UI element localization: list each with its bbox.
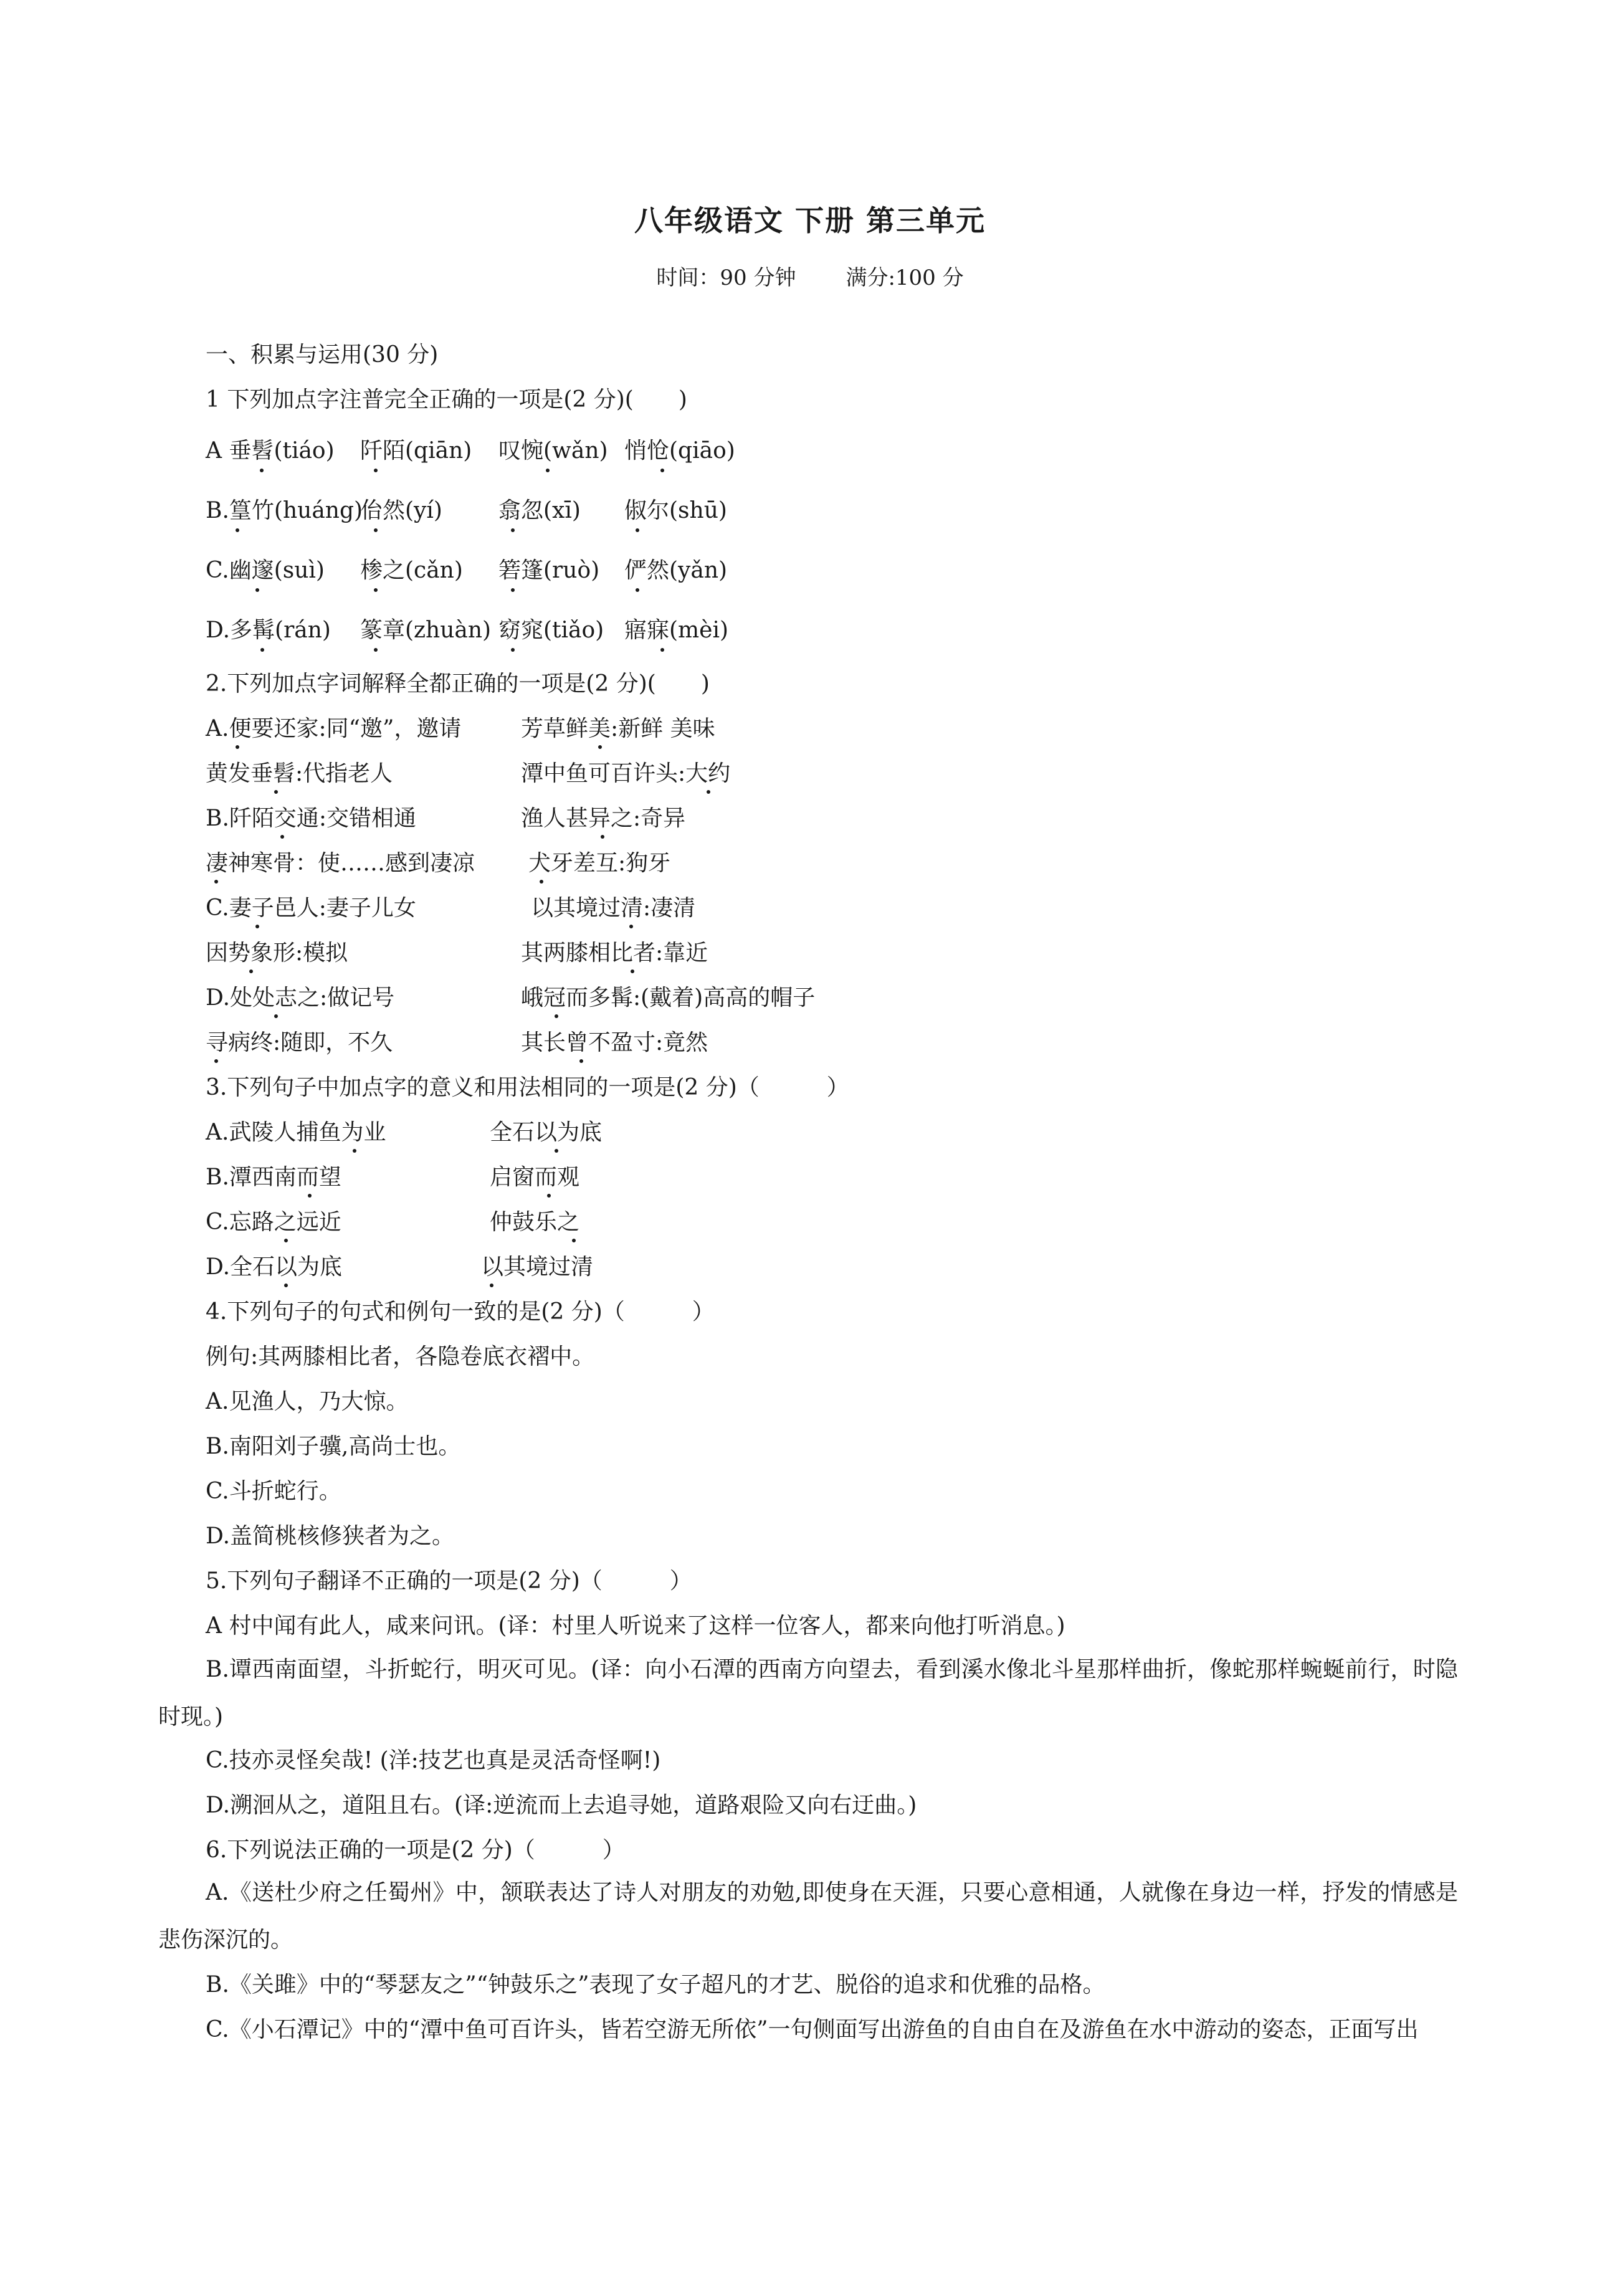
emphasis-dot [636,528,639,532]
q2-row-2-right: 潭中鱼可百许头:大约 [521,761,731,786]
q1-option-c-3: 箬篷(ruò) [498,558,600,583]
q2-row-1-left: A.便要还家:同“邀”，邀请 [206,716,462,741]
q3-option-d-left: D.全石以为底 [206,1254,343,1280]
q1-option-b-4: 俶尔(shū) [624,498,727,523]
emphasis-dot [260,469,264,472]
q2-row-4-left: 凄神寒骨：使……感到凄凉 [206,850,475,876]
emphasis-dot [274,1014,278,1018]
q2-row-7-right: 峨冠而多髯:(戴着)高高的帽子 [521,985,816,1011]
q2-row-2-left: 黄发垂髫:代指老人 [206,761,393,786]
emphasis-dot [255,925,259,928]
q3-option-b-right: 启窗而观 [490,1165,580,1190]
q1-option-d-2: 篆章(zhuàn) [360,617,492,643]
emphasis-dot [284,1239,288,1242]
emphasis-dot [236,745,239,749]
emphasis-dot [511,588,515,592]
emphasis-dot [274,790,278,794]
section-heading: 一、积累与运用(30 分) [206,342,439,368]
emphasis-dot [374,528,378,532]
q2-row-1-right: 芳草鲜美:新鲜 美味 [521,716,715,741]
emphasis-dot [660,469,664,472]
question-2-stem: 2.下列加点字词解释全都正确的一项是(2 分)( ) [206,671,710,697]
q1-option-a-3: 叹惋(wǎn) [498,438,608,464]
question-5-stem: 5.下列句子翻译不正确的一项是(2 分)（ ） [206,1568,692,1594]
q6-option-b: B.《关雎》中的“琴瑟友之”“钟鼓乐之”表现了女子超凡的才艺、脱俗的追求和优雅的品格。 [206,1972,1105,1998]
emphasis-dot [374,469,378,472]
q3-option-c-right: 仲鼓乐之 [490,1209,580,1235]
emphasis-dot [249,969,253,973]
q2-row-3-left: B.阡陌交通:交错相通 [206,806,417,831]
emphasis-dot [546,469,550,472]
emphasis-dot [284,1284,288,1287]
exam-time: 时间：90 分钟 [656,265,796,290]
question-1-stem: 1 下列加点字注普完全正确的一项是(2 分)( ) [206,387,687,412]
q4-option-c: C.斗折蛇行。 [206,1479,341,1504]
q3-option-c-left: C.忘路之远近 [206,1209,341,1235]
emphasis-dot [308,1194,312,1198]
q4-option-d: D.盖简桃核修狭者为之。 [206,1523,455,1549]
q2-row-5-right: 以其境过清:凄清 [531,895,696,921]
emphasis-dot [629,925,633,928]
q6-option-c: C.《小石潭记》中的“潭中鱼可百许头，皆若空游无所依”一句侧面写出游鱼的自由自在及游鱼在水中游动的姿态，正面写出 [206,2017,1419,2042]
question-6-stem: 6.下列说法正确的一项是(2 分)（ ） [206,1837,625,1863]
q4-option-a: A.见渔人，乃大惊。 [206,1389,409,1414]
emphasis-dot [555,1149,558,1153]
emphasis-dot [579,1059,583,1063]
q6-option-a: A.《送杜少府之任蜀州》中，颔联表达了诗人对朋友的劝勉,即使身在天涯，只要心意相通，人就像在身边一样，抒发的情感是悲伤深沉的。 [158,1880,1458,1953]
q1-option-a-1: A 垂髫(tiáo) [206,438,335,464]
q5-option-d: D.溯洄从之，道阻且右。(译:逆流而上去追寻她，道路艰险又向右迂曲。) [206,1793,917,1818]
emphasis-dot [636,588,639,592]
emphasis-dot [547,1194,551,1198]
emphasis-dot [707,790,710,794]
q2-row-8-right: 其长曾不盈寸:竟然 [521,1030,708,1055]
emphasis-dot [214,1059,218,1063]
emphasis-dot [598,745,602,749]
q4-option-b: B.南阳刘子骥,高尚士也。 [206,1434,461,1459]
question-4-stem: 4.下列句子的句式和例句一致的是(2 分)（ ） [206,1299,715,1325]
emphasis-dot [601,835,604,839]
q1-option-b-2: 佁然(yí) [360,498,442,523]
q2-row-4-right: 犬牙差互:狗牙 [528,850,671,876]
emphasis-dot [490,1284,493,1287]
q1-option-c-1: C.幽邃(suì) [206,558,325,583]
question-3-stem: 3.下列句子中加点字的意义和用法相同的一项是(2 分)（ ） [206,1075,849,1100]
emphasis-dot [374,588,378,592]
q1-option-b-1: B.篁竹(huáng) [206,498,363,523]
emphasis-dot [572,1239,576,1242]
emphasis-dot [260,648,264,652]
emphasis-dot [280,835,284,839]
exam-score: 满分:100 分 [846,265,964,290]
emphasis-dot [660,648,664,652]
q1-option-c-2: 椮之(cǎn) [360,558,463,583]
q1-option-d-1: D.多髯(rán) [206,617,331,643]
q2-row-6-left: 因势象形:模拟 [206,940,348,966]
q2-row-5-left: C.妻子邑人:妻子儿女 [206,895,416,921]
q5-option-b: B.谭西南面望，斗折蛇行，明灭可见。(译：向小石潭的西南方向望去，看到溪水像北斗星那样曲折，像蛇那样蜿蜒前行，时隐时现。) [158,1657,1458,1730]
emphasis-dot [540,880,543,884]
q2-row-7-left: D.处处志之:做记号 [206,985,395,1011]
q2-row-8-left: 寻病终:随即，不久 [206,1030,393,1055]
emphasis-dot [374,648,378,652]
q5-option-c: C.技亦灵怪矣哉! (洋:技艺也真是灵活奇怪啊!) [206,1748,661,1773]
emphasis-dot [555,1014,558,1018]
exam-meta [0,260,1620,291]
page-title: 八年级语文 下册 第三单元 [634,204,986,237]
q3-option-b-left: B.潭西南而望 [206,1165,341,1190]
q1-option-a-2: 阡陌(qiān) [360,438,472,464]
emphasis-dot [631,969,634,973]
q3-option-a-right: 全石以为底 [490,1120,603,1145]
q5-option-a: A 村中闻有此人，咸来问讯。(译：村里人听说来了这样一位客人，都来向他打听消息。) [206,1613,1065,1639]
q1-option-c-4: 俨然(yǎn) [624,558,728,583]
q1-option-d-4: 寤寐(mèi) [624,617,729,643]
q1-option-d-3: 窈窕(tiǎo) [498,617,604,643]
emphasis-dot [236,528,239,532]
q2-row-6-right: 其两膝相比者:靠近 [521,940,708,966]
emphasis-dot [353,1149,356,1153]
q1-option-a-4: 悄怆(qiāo) [624,438,735,464]
emphasis-dot [214,880,218,884]
emphasis-dot [511,648,515,652]
emphasis-dot [255,588,259,592]
q3-option-d-right: 以其境过清 [481,1254,594,1280]
q2-row-3-right: 渔人甚异之:奇异 [521,806,686,831]
q4-example: 例句:其两膝相比者，各隐卷底衣褶中。 [206,1344,595,1370]
emphasis-dot [511,528,515,532]
q3-option-a-left: A.武陵人捕鱼为业 [206,1120,386,1145]
q1-option-b-3: 翕忽(xī) [498,498,581,523]
